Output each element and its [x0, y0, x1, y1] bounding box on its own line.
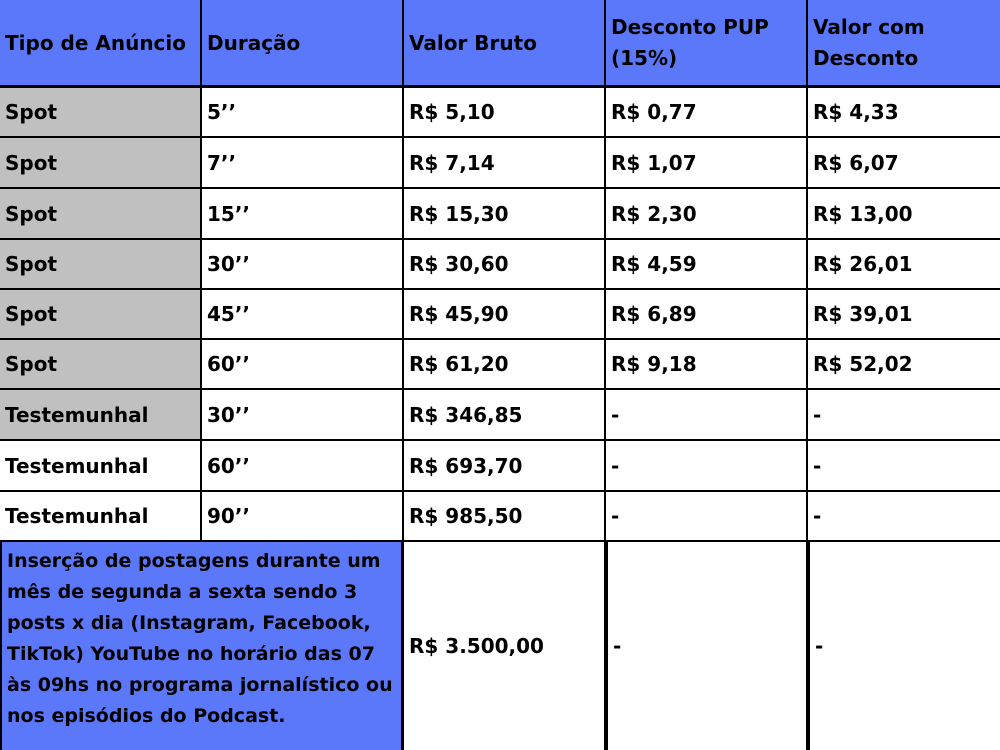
package-desconto: - — [606, 542, 808, 750]
cell-valor-com-desconto: R$ 52,02 — [808, 340, 1000, 390]
cell-valor-bruto: R$ 45,90 — [404, 290, 606, 340]
cell-duracao: 60’’ — [202, 441, 404, 492]
cell-duracao: 60’’ — [202, 340, 404, 390]
cell-desconto: R$ 4,59 — [606, 240, 808, 290]
cell-tipo: Spot — [0, 138, 202, 189]
cell-valor-com-desconto: R$ 6,07 — [808, 138, 1000, 189]
cell-tipo: Spot — [0, 340, 202, 390]
header-valor-com-desconto: Valor com Desconto — [808, 0, 1000, 88]
cell-duracao: 7’’ — [202, 138, 404, 189]
cell-valor-com-desconto: R$ 26,01 — [808, 240, 1000, 290]
cell-desconto: R$ 9,18 — [606, 340, 808, 390]
cell-desconto: R$ 2,30 — [606, 189, 808, 240]
cell-desconto: - — [606, 390, 808, 441]
package-valor-com-desconto: - — [808, 542, 1000, 750]
cell-valor-com-desconto: R$ 39,01 — [808, 290, 1000, 340]
cell-desconto: R$ 6,89 — [606, 290, 808, 340]
cell-tipo: Spot — [0, 88, 202, 138]
cell-duracao: 90’’ — [202, 492, 404, 542]
cell-tipo: Spot — [0, 240, 202, 290]
cell-desconto: R$ 0,77 — [606, 88, 808, 138]
cell-desconto: - — [606, 441, 808, 492]
cell-valor-bruto: R$ 985,50 — [404, 492, 606, 542]
cell-valor-bruto: R$ 61,20 — [404, 340, 606, 390]
header-tipo: Tipo de Anúncio — [0, 0, 202, 88]
cell-valor-bruto: R$ 30,60 — [404, 240, 606, 290]
cell-valor-bruto: R$ 346,85 — [404, 390, 606, 441]
cell-valor-com-desconto: R$ 13,00 — [808, 189, 1000, 240]
cell-tipo: Spot — [0, 189, 202, 240]
cell-valor-bruto: R$ 5,10 — [404, 88, 606, 138]
package-description: Inserção de postagens durante um mês de segunda a sexta sendo 3 posts x dia (Instagram, Facebook, TikTok) YouTube no horário das 07 às 09hs no programa jornalístico ou nos episódios do Podcast. — [0, 542, 404, 750]
cell-desconto: R$ 1,07 — [606, 138, 808, 189]
header-desconto-pup: Desconto PUP (15%) — [606, 0, 808, 88]
cell-duracao: 30’’ — [202, 240, 404, 290]
cell-desconto: - — [606, 492, 808, 542]
cell-valor-com-desconto: - — [808, 492, 1000, 542]
cell-valor-bruto: R$ 15,30 — [404, 189, 606, 240]
header-duracao: Duração — [202, 0, 404, 88]
cell-valor-bruto: R$ 693,70 — [404, 441, 606, 492]
cell-tipo: Testemunhal — [0, 390, 202, 441]
cell-valor-com-desconto: - — [808, 441, 1000, 492]
cell-valor-com-desconto: R$ 4,33 — [808, 88, 1000, 138]
header-valor-bruto: Valor Bruto — [404, 0, 606, 88]
cell-tipo: Spot — [0, 290, 202, 340]
cell-duracao: 30’’ — [202, 390, 404, 441]
cell-duracao: 45’’ — [202, 290, 404, 340]
cell-tipo: Testemunhal — [0, 441, 202, 492]
cell-valor-com-desconto: - — [808, 390, 1000, 441]
cell-duracao: 5’’ — [202, 88, 404, 138]
package-valor-bruto: R$ 3.500,00 — [404, 542, 606, 750]
cell-duracao: 15’’ — [202, 189, 404, 240]
cell-valor-bruto: R$ 7,14 — [404, 138, 606, 189]
cell-tipo: Testemunhal — [0, 492, 202, 542]
